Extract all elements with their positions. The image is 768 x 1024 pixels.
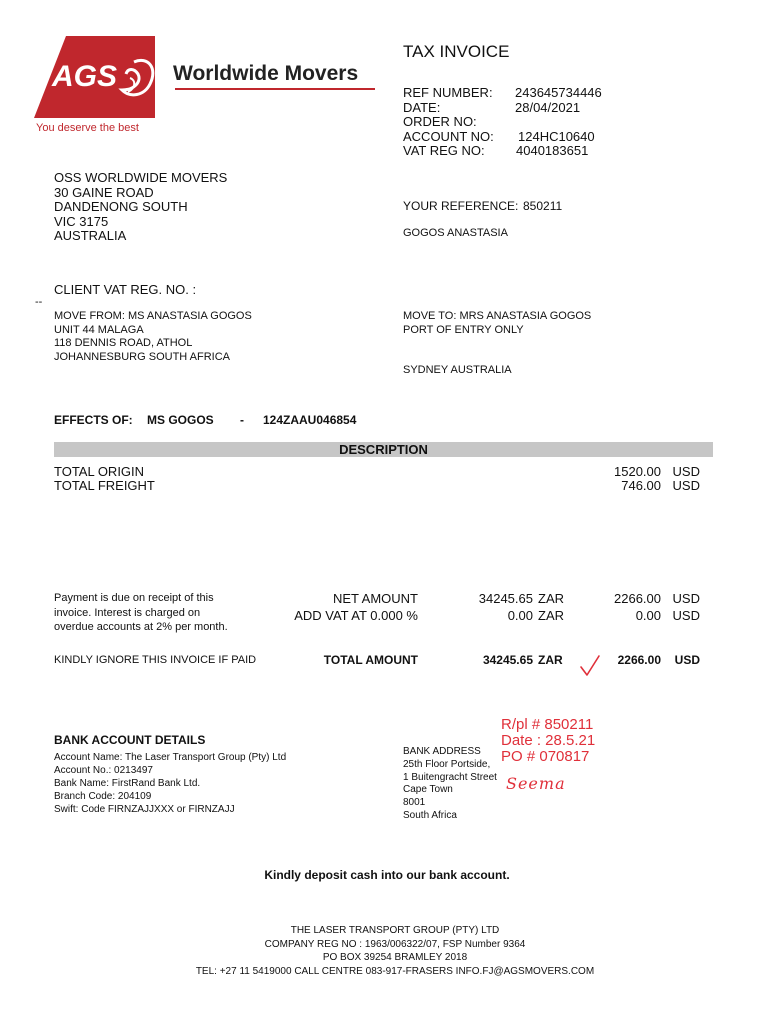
total-amount-usd-currency: USD xyxy=(674,653,700,667)
net-amount-usd-currency: USD xyxy=(672,591,700,606)
client-name: GOGOS ANASTASIA xyxy=(403,227,508,239)
bank-address-line: South Africa xyxy=(403,809,457,821)
bill-to-address xyxy=(54,171,227,244)
bill-to-line: DANDENONG SOUTH xyxy=(54,199,188,214)
checkmark-icon xyxy=(579,654,601,678)
bank-detail-line: Swift: Code FIRNZAJJXXX or FIRNZAJJ xyxy=(54,804,235,815)
logo-badge: AGS xyxy=(52,60,118,93)
date-label: DATE: xyxy=(403,99,441,115)
date-value: 28/04/2021 xyxy=(515,99,581,115)
account-no-row xyxy=(403,129,683,144)
total-amount-usd: 2266.00 xyxy=(617,653,661,667)
company-logo xyxy=(30,34,380,144)
description-item-freight xyxy=(54,478,700,493)
ref-number-label: REF NUMBER: xyxy=(403,85,493,100)
move-to-line: PORT OF ENTRY ONLY xyxy=(403,323,524,336)
item-currency: USD xyxy=(672,464,700,479)
payment-note-line: invoice. Interest is charged on xyxy=(54,606,201,619)
move-to-line: MOVE TO: MRS ANASTASIA GOGOS xyxy=(403,310,592,322)
net-amount-zar-currency: ZAR xyxy=(538,591,564,606)
move-from-line: JOHANNESBURG SOUTH AFRICA xyxy=(54,350,231,363)
move-from-line: 118 DENNIS ROAD, ATHOL xyxy=(54,337,193,349)
vat-reg-row xyxy=(403,143,683,158)
stamp-line: Date : 28.5.21 xyxy=(501,732,596,749)
move-to-address xyxy=(403,310,591,337)
bank-details-title: BANK ACCOUNT DETAILS xyxy=(54,733,206,747)
ref-number-row xyxy=(403,85,683,100)
effects-row xyxy=(54,413,454,429)
total-amount-label: TOTAL AMOUNT xyxy=(323,653,418,667)
payment-note-line: overdue accounts at 2% per month. xyxy=(54,621,228,633)
footer-line: TEL: +27 11 5419000 CALL CENTRE 083-917-FRASERS INFO.FJ@AGSMOVERS.COM xyxy=(195,965,595,977)
ref-number-value: 243645734446 xyxy=(515,85,602,100)
payment-note-line: Payment is due on receipt of this xyxy=(54,592,214,604)
net-amount-row xyxy=(260,591,700,607)
net-amount-usd: 2266.00 xyxy=(614,591,661,606)
order-no-row xyxy=(403,114,683,129)
description-header: DESCRIPTION xyxy=(339,442,428,457)
your-reference-value: 850211 xyxy=(523,199,563,213)
account-no-label: ACCOUNT NO: xyxy=(403,128,494,144)
total-amount-zar-currency: ZAR xyxy=(538,653,563,667)
footer-line: THE LASER TRANSPORT GROUP (PTY) LTD xyxy=(290,925,500,936)
payment-note xyxy=(54,591,228,635)
vat-reg-value: 4040183651 xyxy=(516,143,589,158)
bank-detail-line: Account Name: The Laser Transport Group (Pty) Ltd xyxy=(54,752,287,763)
date-row xyxy=(403,100,683,115)
bank-detail-line: Bank Name: FirstRand Bank Ltd. xyxy=(54,778,201,789)
ignore-note: KINDLY IGNORE THIS INVOICE IF PAID xyxy=(54,654,257,666)
logo-company-name: Worldwide Movers xyxy=(173,62,359,85)
total-amount-row xyxy=(260,653,700,669)
effects-code: 124ZAAU046854 xyxy=(263,413,357,427)
footer-line: COMPANY REG NO : 1963/006322/07, FSP Number 9364 xyxy=(264,938,526,950)
bill-to-line: AUSTRALIA xyxy=(54,228,127,243)
bank-address-line: 8001 xyxy=(403,797,426,809)
payment-stamp xyxy=(501,717,595,765)
client-vat-label: CLIENT VAT REG. NO. : xyxy=(54,282,197,297)
stamp-line: R/pl # 850211 xyxy=(501,716,594,733)
bank-detail-line: Branch Code: 204109 xyxy=(54,791,152,802)
item-currency: USD xyxy=(672,478,700,493)
logo-tagline: You deserve the best xyxy=(36,122,139,134)
net-amount-label: NET AMOUNT xyxy=(333,591,418,606)
move-to-destination: SYDNEY AUSTRALIA xyxy=(403,364,512,376)
vat-zar-currency: ZAR xyxy=(538,608,564,623)
bank-detail-line: Account No.: 0213497 xyxy=(54,765,153,776)
move-from-line: MOVE FROM: MS ANASTASIA GOGOS xyxy=(54,310,252,322)
move-from-address xyxy=(54,310,252,364)
deposit-note: Kindly deposit cash into our bank account. xyxy=(264,868,510,882)
invoice-title: TAX INVOICE xyxy=(403,42,510,61)
item-amount: 746.00 xyxy=(621,478,661,493)
vat-zar: 0.00 xyxy=(507,608,533,623)
footer xyxy=(0,924,768,978)
order-no-label: ORDER NO: xyxy=(403,114,477,129)
effects-label: EFFECTS OF: xyxy=(54,413,133,427)
bank-address xyxy=(403,746,497,823)
bank-address-label: BANK ADDRESS xyxy=(403,746,481,757)
vat-row xyxy=(260,608,700,624)
account-no-value: 124HC10640 xyxy=(518,128,595,144)
bill-to-line: OSS WORLDWIDE MOVERS xyxy=(54,170,228,185)
your-reference-label: YOUR REFERENCE: xyxy=(403,199,519,213)
bank-address-line: Cape Town xyxy=(403,784,453,796)
bill-to-line: 30 GAINE ROAD xyxy=(54,184,154,200)
bank-details xyxy=(54,751,286,816)
item-label: TOTAL FREIGHT xyxy=(54,478,155,493)
signature: Seema xyxy=(506,774,566,793)
invoice-fields xyxy=(403,85,683,158)
footer-line: PO BOX 39254 BRAMLEY 2018 xyxy=(322,952,468,963)
total-amount-zar: 34245.65 xyxy=(482,653,533,667)
bank-address-line: 1 Buitengracht Street xyxy=(403,771,497,783)
bill-to-line: VIC 3175 xyxy=(54,213,109,229)
item-label: TOTAL ORIGIN xyxy=(54,464,145,479)
logo-underline xyxy=(175,88,375,90)
stamp-line: PO # 070817 xyxy=(501,748,590,765)
effects-dash: - xyxy=(240,413,244,427)
item-amount: 1520.00 xyxy=(614,464,661,479)
bank-address-line: 25th Floor Portside, xyxy=(403,758,491,770)
vat-label: ADD VAT AT 0.000 % xyxy=(294,608,418,623)
description-item-origin xyxy=(54,464,700,479)
net-amount-zar: 34245.65 xyxy=(478,591,533,606)
effects-name: MS GOGOS xyxy=(147,413,214,427)
margin-mark: -- xyxy=(35,296,43,308)
move-from-line: UNIT 44 MALAGA xyxy=(54,323,144,336)
vat-reg-label: VAT REG NO: xyxy=(403,143,485,158)
vat-usd-currency: USD xyxy=(672,608,700,623)
vat-usd: 0.00 xyxy=(635,608,661,623)
